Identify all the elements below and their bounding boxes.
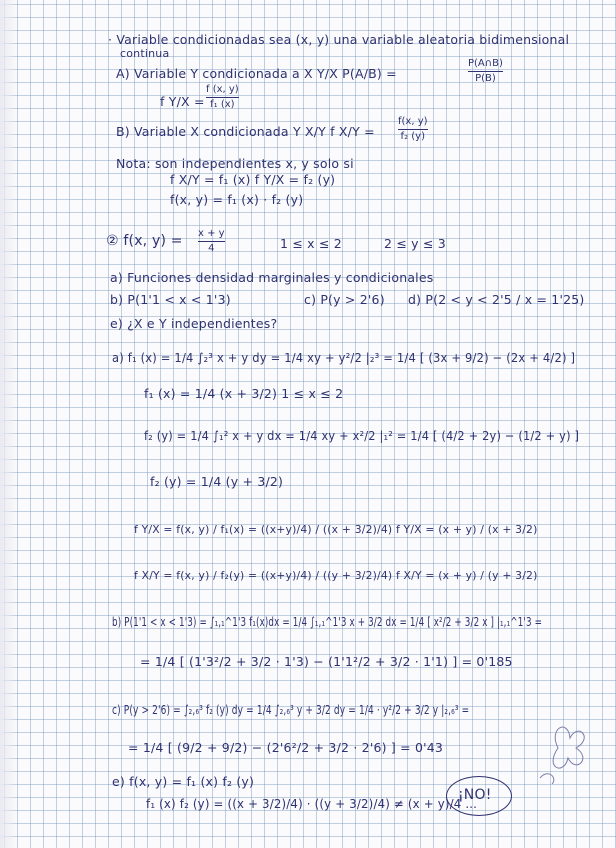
doodle-flower-icon	[528, 708, 598, 788]
solution-e-line-2: f₁ (x) f₂ (y) = ((x + 3/2)/4) · ((y + 3/2)/4) ≠ (x + y)/4 ...	[146, 796, 478, 811]
part-b-heading: B) Variable X condicionada Y X/Y f X/Y =	[116, 124, 375, 139]
part-a-formula-numerator: f (x, y)	[206, 84, 239, 95]
solution-a-f2: f₂ (y) = 1/4 ∫₁² x + y dx = 1/4 xy + x²/2 |₁² = 1/4 [ (4/2 + 2y) − (1/2 + y) ]	[144, 428, 580, 443]
solution-b-line-1: b) P(1'1 < x < 1'3) = ∫₁,₁^1'3 f₁(x)dx = 1/4 ∫₁,₁^1'3 x + 3/2 dx = 1/4 [ x²/2 + 3/2 x ] |₁,₁^1'3 =	[112, 614, 543, 629]
task-c: c) P(y > 2'6)	[304, 292, 385, 307]
solution-a-fyx: f Y/X = f(x, y) / f₁(x) = ((x+y)/4) / ((x + 3/2)/4) f Y/X = (x + y) / (x + 3/2)	[134, 523, 538, 536]
title-continuation: continua	[120, 47, 170, 60]
part-b-formula-fraction	[398, 116, 428, 143]
exercise-2-definition: ② f(x, y) =	[106, 233, 183, 249]
solution-e-line-1: e) f(x, y) = f₁ (x) f₂ (y)	[112, 774, 255, 789]
solution-a-f1-result: f₁ (x) = 1/4 (x + 3/2) 1 ≤ x ≤ 2	[144, 386, 344, 401]
part-a-formula-fraction	[206, 84, 239, 111]
exercise-2-range-x: 1 ≤ x ≤ 2	[280, 236, 342, 251]
task-a: a) Funciones densidad marginales y condicionales	[110, 270, 434, 285]
fraction-bar	[206, 97, 239, 98]
fraction-bar	[468, 71, 503, 72]
part-a-frac-numerator: P(A∩B)	[468, 58, 503, 69]
exercise-2-range-y: 2 ≤ y ≤ 3	[384, 236, 446, 251]
nota-line-1: Nota: son independientes x, y solo si	[116, 156, 354, 171]
part-a-formula-lhs: f Y/X =	[160, 94, 205, 109]
solution-c-line-1: c) P(y > 2'6) = ∫₂,₆³ f₂ (y) dy = 1/4 ∫₂,₆³ y + 3/2 dy = 1/4 · y²/2 + 3/2 y |₂,₆³ =	[112, 702, 470, 717]
part-a-frac-denominator: P(B)	[475, 73, 496, 84]
part-a-probability-fraction	[468, 58, 503, 85]
part-b-formula-denominator: f₂ (y)	[400, 131, 425, 142]
exercise-2-denominator: 4	[208, 243, 215, 254]
nota-line-2: f X/Y = f₁ (x) f Y/X = f₂ (y)	[170, 172, 336, 187]
nota-line-3: f(x, y) = f₁ (x) · f₂ (y)	[170, 192, 304, 207]
part-b-formula-numerator: f(x, y)	[398, 116, 428, 127]
solution-a-fxy: f X/Y = f(x, y) / f₂(y) = ((x+y)/4) / ((y + 3/2)/4) f X/Y = (x + y) / (y + 3/2)	[134, 569, 538, 582]
fraction-bar	[198, 241, 225, 242]
title-line: · Variable condicionadas sea (x, y) una variable aleatoria bidimensional	[108, 32, 570, 47]
solution-c-line-2: = 1/4 [ (9/2 + 9/2) − (2'6²/2 + 3/2 · 2'6) ] = 0'43	[128, 740, 444, 755]
part-a-formula-denominator: f₁ (x)	[210, 99, 235, 110]
task-e: e) ¿X e Y independientes?	[110, 316, 278, 331]
answer-no: ¡NO!	[458, 787, 492, 803]
fraction-bar	[398, 129, 428, 130]
task-b: b) P(1'1 < x < 1'3)	[110, 292, 231, 307]
exercise-2-numerator: x + y	[198, 228, 225, 239]
solution-a-f2-result: f₂ (y) = 1/4 (y + 3/2)	[150, 474, 284, 489]
exercise-2-density-fraction	[198, 228, 225, 255]
part-a-heading: A) Variable Y condicionada a X Y/X P(A/B) =	[116, 66, 397, 81]
solution-a-f1: a) f₁ (x) = 1/4 ∫₂³ x + y dy = 1/4 xy + y²/2 |₂³ = 1/4 [ (3x + 9/2) − (2x + 4/2) ]	[112, 350, 576, 365]
solution-b-line-2: = 1/4 [ (1'3²/2 + 3/2 · 1'3) − (1'1²/2 + 3/2 · 1'1) ] = 0'185	[140, 654, 513, 669]
task-d: d) P(2 < y < 2'5 / x = 1'25)	[408, 292, 585, 307]
